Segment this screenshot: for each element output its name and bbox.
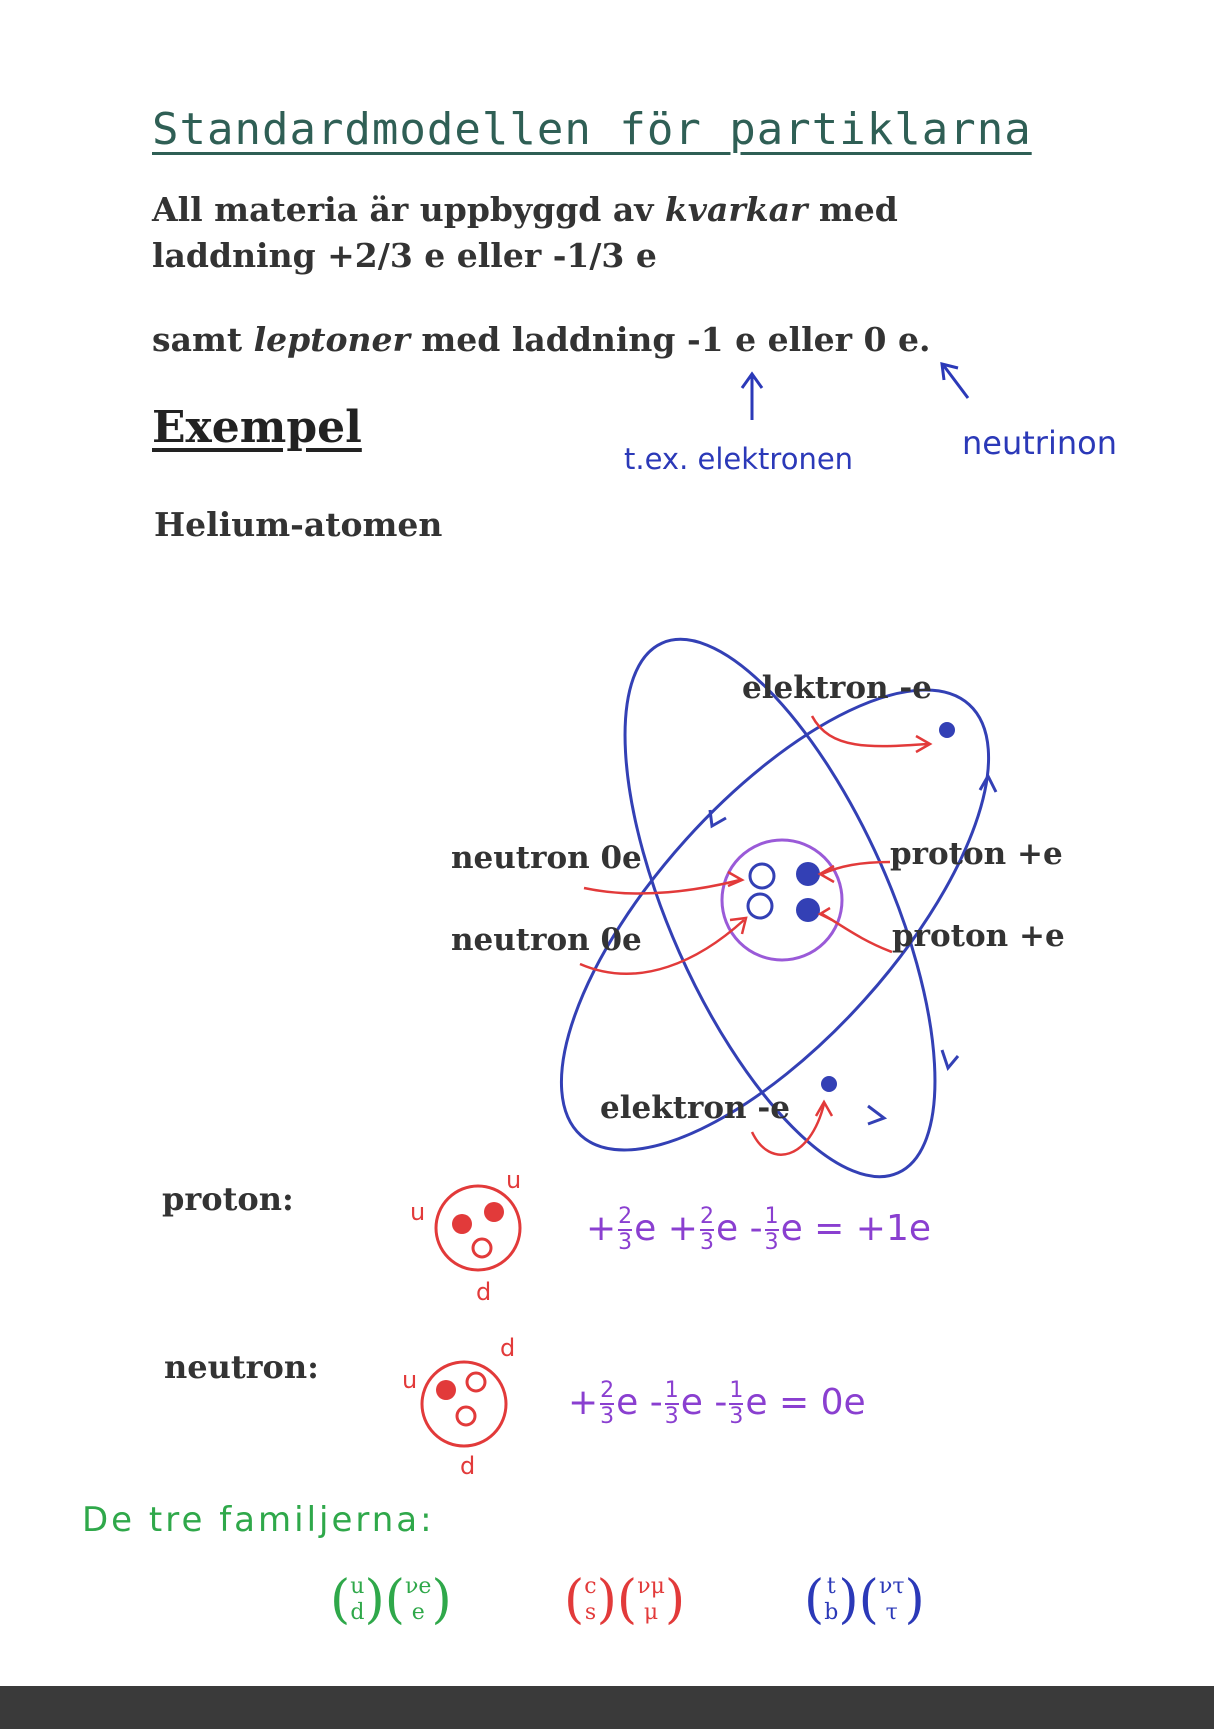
proton-2-dot xyxy=(796,898,820,922)
proton-eq-num-2: 2 xyxy=(699,1204,714,1229)
intro-quarks-term: kvarkar xyxy=(664,190,808,229)
neutron-2-label: neutron 0e xyxy=(451,922,642,958)
family-3-quark-top: t xyxy=(826,1574,836,1599)
intro-line-1-start: All materia är uppbyggd av xyxy=(152,190,665,229)
neutron-eq-num-1: 2 xyxy=(600,1378,615,1403)
family-1-quark-top: u xyxy=(350,1574,365,1599)
proton-up-quark-2 xyxy=(484,1202,504,1222)
families-heading: De tre familjerna: xyxy=(82,1500,435,1540)
proton-eq-e-2: e xyxy=(715,1208,739,1249)
proton-eq-den-1: 3 xyxy=(618,1230,633,1255)
proton-eq-sign-2: + xyxy=(667,1208,698,1249)
proton-eq-frac-1 xyxy=(618,1206,632,1254)
neutron-eq-sign-3: - xyxy=(714,1382,728,1423)
proton-1-dot xyxy=(796,862,820,886)
proton-eq-den-2: 3 xyxy=(699,1230,714,1255)
neutron-1-dot xyxy=(750,864,774,888)
intro-line-1-end: med xyxy=(807,190,898,229)
page-title: Standardmodellen för partiklarna xyxy=(152,104,1032,155)
family-3-lepton-bottom: τ xyxy=(885,1600,898,1625)
intro-line-2: laddning +2/3 e eller -1/3 e xyxy=(152,236,657,275)
electron-example-annotation: t.ex. elektronen xyxy=(624,442,854,476)
neutron-eq-e-1: e xyxy=(616,1382,639,1423)
intro-line-3-start: samt xyxy=(152,320,254,359)
electron-top-label: elektron -e xyxy=(742,670,932,706)
family-2: (c s)(νμ μ ) xyxy=(564,1570,686,1630)
proton-down-quark xyxy=(473,1239,491,1257)
family-3: ( t b)(ντ τ ) xyxy=(804,1570,925,1630)
neutron-2-dot xyxy=(748,894,772,918)
proton-eq-sign-3: - xyxy=(749,1208,763,1249)
family-3-quark-bottom: b xyxy=(824,1600,839,1625)
neutron-eq-e-2: e xyxy=(680,1382,703,1423)
scanner-bottom-edge xyxy=(0,1686,1214,1729)
intro-leptons-term: leptoner xyxy=(253,320,410,359)
neutron-quark-label-left: u xyxy=(402,1366,418,1394)
neutron-up-quark xyxy=(436,1380,456,1400)
example-heading: Exempel xyxy=(152,402,362,453)
family-2-quark-top: c xyxy=(584,1574,597,1599)
proton-1-label: proton +e xyxy=(890,836,1063,872)
proton-eq-frac-3 xyxy=(765,1206,779,1254)
nucleus-circle xyxy=(722,840,842,960)
neutron-eq-frac-2 xyxy=(665,1380,679,1428)
proton-eq-result: = +1e xyxy=(814,1208,931,1249)
annotation-arrows xyxy=(742,364,968,420)
neutron-label: neutron: xyxy=(164,1348,319,1386)
neutron-eq-den-1: 3 xyxy=(600,1404,615,1429)
neutron-eq-den-2: 3 xyxy=(664,1404,679,1429)
electron-top-dot xyxy=(939,722,955,738)
family-1-lepton-bottom: e xyxy=(411,1600,425,1625)
proton-eq-sign-1: + xyxy=(586,1208,617,1249)
family-1-lepton-top: νe xyxy=(405,1574,432,1599)
neutron-equation xyxy=(568,1380,866,1428)
electron-bottom-label: elektron -e xyxy=(600,1090,790,1126)
intro-line-3-end: med laddning -1 e eller 0 e. xyxy=(409,320,931,359)
neutron-eq-sign-2: - xyxy=(649,1382,663,1423)
neutron-eq-num-3: 1 xyxy=(729,1378,744,1403)
neutron-eq-result: = 0e xyxy=(779,1382,866,1423)
proton-quark-label-top: u xyxy=(506,1166,522,1194)
neutron-1-label: neutron 0e xyxy=(451,840,642,876)
family-2-lepton-bottom: μ xyxy=(643,1600,659,1625)
family-1-quark-bottom: d xyxy=(350,1600,365,1625)
electron-bottom-dot xyxy=(821,1076,837,1092)
proton-eq-den-3: 3 xyxy=(764,1230,779,1255)
family-2-quark-bottom: s xyxy=(584,1600,597,1625)
neutron-quark-circle xyxy=(422,1362,506,1446)
proton-quark-label-bottom: d xyxy=(476,1278,492,1306)
proton-label: proton: xyxy=(162,1180,294,1218)
proton-equation xyxy=(586,1206,931,1254)
neutron-quark-label-top: d xyxy=(500,1334,516,1362)
neutron-down-quark-2 xyxy=(457,1407,475,1425)
proton-up-quark-1 xyxy=(452,1214,472,1234)
proton-eq-frac-2 xyxy=(700,1206,714,1254)
proton-eq-num-1: 2 xyxy=(618,1204,633,1229)
proton-eq-num-3: 1 xyxy=(764,1204,779,1229)
neutron-eq-num-2: 1 xyxy=(664,1378,679,1403)
neutron-down-quark-1 xyxy=(467,1373,485,1391)
neutron-eq-den-3: 3 xyxy=(729,1404,744,1429)
neutrino-annotation: neutrinon xyxy=(962,424,1117,462)
family-3-lepton-top: ντ xyxy=(878,1574,905,1599)
family-2-lepton-top: νμ xyxy=(637,1574,665,1599)
neutron-eq-frac-1 xyxy=(600,1380,614,1428)
neutron-eq-frac-3 xyxy=(729,1380,743,1428)
proton-eq-e-3: e xyxy=(780,1208,803,1249)
neutron-quark-label-bottom: d xyxy=(460,1452,476,1480)
proton-eq-e-1: e xyxy=(634,1208,657,1249)
family-1: (u d)(νe e ) xyxy=(330,1570,452,1630)
helium-atom-label: Helium-atomen xyxy=(154,505,443,544)
neutron-eq-e-3: e xyxy=(745,1382,768,1423)
proton-quark-label-left: u xyxy=(410,1198,426,1226)
proton-2-label: proton +e xyxy=(892,918,1065,954)
neutron-eq-sign-1: + xyxy=(568,1382,599,1423)
